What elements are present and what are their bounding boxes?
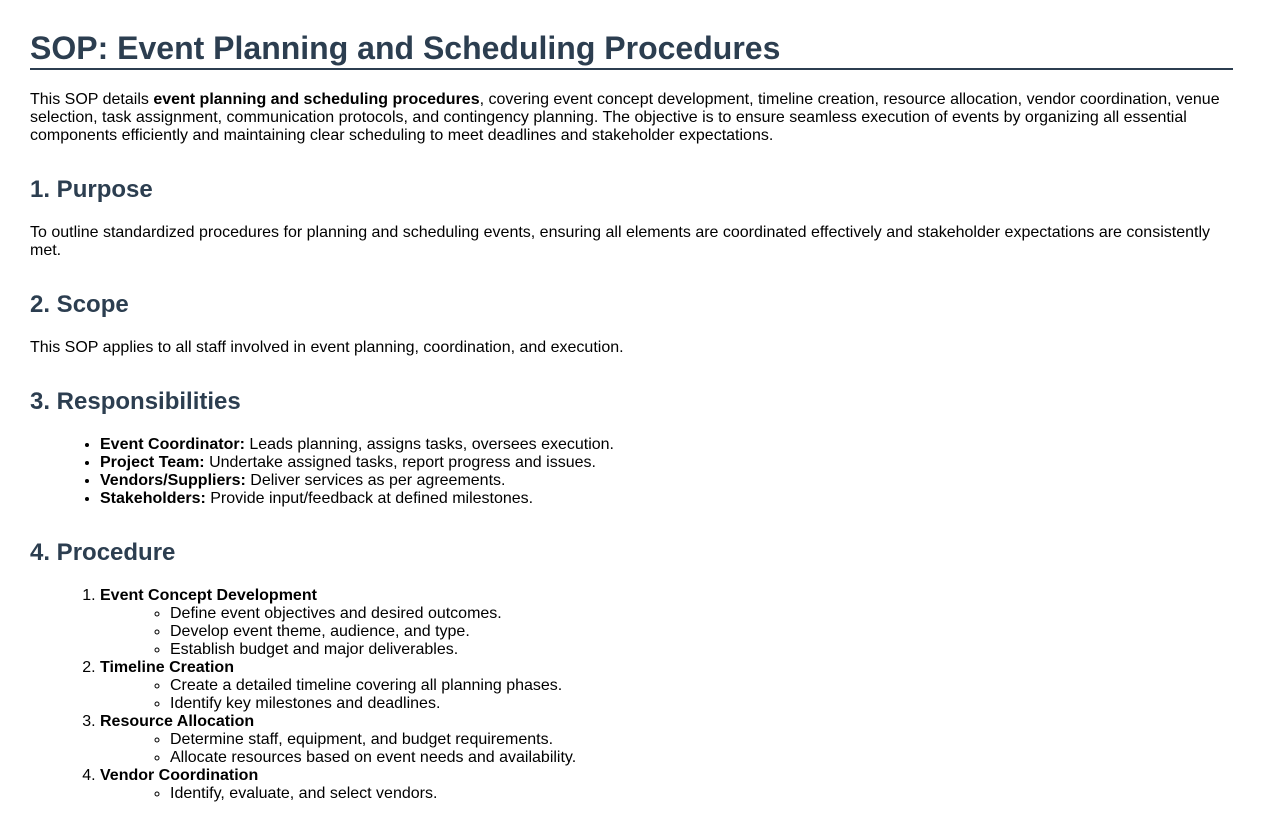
responsibility-item	[100, 454, 1233, 472]
procedure-substeps	[100, 785, 1233, 803]
procedure-substep: ◦ Allocate resources based on event needs and availability.	[170, 749, 1233, 767]
procedure-substeps	[100, 677, 1233, 713]
procedure-step	[100, 587, 1233, 659]
responsibility-item	[100, 490, 1233, 508]
purpose-heading: 1. Purpose	[30, 176, 153, 203]
procedure-substep: ◦ Identify key milestones and deadlines.	[170, 695, 1233, 713]
scope-text: This SOP applies to all staff involved in event planning, coordination, and execution.	[30, 339, 624, 356]
responsibility-item	[100, 436, 1233, 454]
procedure-substep: ◦ Create a detailed timeline covering all planning phases.	[170, 677, 1233, 695]
responsibility-role: Project Team:	[100, 454, 205, 471]
procedure-substep: ◦ Establish budget and major deliverables.	[170, 641, 1233, 659]
responsibility-role: Event Coordinator:	[100, 436, 245, 453]
responsibility-desc: Undertake assigned tasks, report progress and issues.	[204, 454, 596, 471]
scope-heading: 2. Scope	[30, 291, 129, 318]
procedure-list	[30, 587, 1233, 803]
intro-paragraph	[30, 91, 1233, 145]
intro-text-start: This SOP details	[30, 91, 154, 108]
responsibility-desc: Leads planning, assigns tasks, oversees execution.	[244, 436, 614, 453]
intro-text-end: , covering event concept development, timeline creation, resource allocation, vendor coordination, venue selection, task assignment, communication protocols, and contingency planning. The objective is to ensure seamless execution of events by organizing all essential components efficiently and maintaining clear scheduling to meet deadlines and stakeholder expectations.	[30, 91, 1220, 144]
procedure-step	[100, 713, 1233, 767]
responsibility-desc: Deliver services as per agreements.	[245, 472, 506, 489]
responsibilities-list	[30, 436, 1233, 508]
procedure-substep: ◦ Identify, evaluate, and select vendors.	[170, 785, 1233, 803]
responsibility-desc: Provide input/feedback at defined milestones.	[205, 490, 534, 507]
procedure-substep: ◦ Determine staff, equipment, and budget requirements.	[170, 731, 1233, 749]
page-title: SOP: Event Planning and Scheduling Procedures	[30, 30, 1233, 70]
procedure-substeps	[100, 731, 1233, 767]
intro-text-bold: event planning and scheduling procedures	[153, 91, 480, 108]
procedure-heading: 4. Procedure	[30, 539, 176, 566]
responsibility-role: Vendors/Suppliers:	[100, 472, 246, 489]
procedure-step-title: Event Concept Development	[100, 587, 317, 604]
procedure-step-title: Timeline Creation	[100, 659, 234, 676]
procedure-step	[100, 659, 1233, 713]
purpose-text: To outline standardized procedures for planning and scheduling events, ensuring all elements are coordinated effectively and stakeholder expectations are consistently met.	[30, 224, 1210, 259]
procedure-substep: ◦ Define event objectives and desired outcomes.	[170, 605, 1233, 623]
procedure-step-title: Vendor Coordination	[100, 767, 259, 784]
responsibility-role: Stakeholders:	[100, 490, 206, 507]
procedure-step-title: Resource Allocation	[100, 713, 255, 730]
procedure-substeps	[100, 605, 1233, 659]
responsibility-item	[100, 472, 1233, 490]
responsibilities-heading: 3. Responsibilities	[30, 388, 241, 415]
procedure-substep: ◦ Develop event theme, audience, and type.	[170, 623, 1233, 641]
procedure-step	[100, 767, 1233, 803]
